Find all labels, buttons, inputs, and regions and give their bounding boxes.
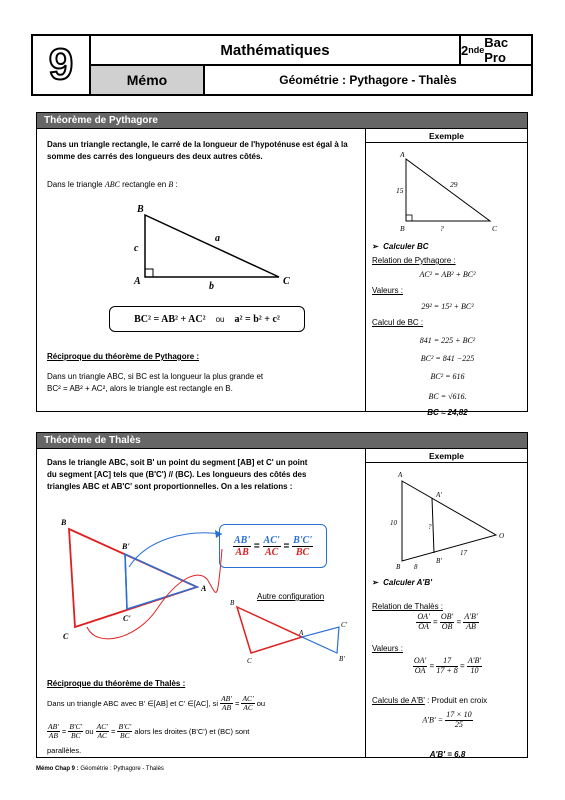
thales-reciprocal-line2: $\frac{AB'}{AB}$ = $\frac{B'C'}{BC}$ ou $\frac{AC'}{AC}$ = $\frac{B'C'}{BC}$ alors les droites (B'C') et (BC) sont (48, 722, 250, 741)
rec-frac-2 (241, 695, 254, 713)
ratio-3-num: B'C' (293, 534, 312, 546)
section-heading: Théorème de Pythagore (37, 113, 527, 129)
rec-frac-6-den: BC (120, 731, 130, 741)
pythagore-reciprocal-line1: Dans un triangle ABC, si BC est la longueur la plus grande et (47, 372, 264, 381)
pythagore-content (37, 129, 365, 411)
label-a: a (215, 233, 220, 244)
ratio-1 (233, 535, 251, 558)
triangle-abc (145, 215, 279, 277)
right-angle-marker (145, 269, 153, 277)
pythagore-reciprocal-title: Réciproque du théorème de Pythagore : (47, 352, 200, 361)
example-triangle (406, 159, 490, 221)
ex-length-bb1: 8 (414, 563, 418, 571)
ex-label-A: A (398, 471, 403, 479)
label-B1: B' (122, 542, 130, 551)
rec-frac-2-num: AC' (242, 694, 254, 703)
example-task (372, 241, 429, 252)
ex-label-O: O (499, 532, 505, 540)
intro-mid: rectangle en (119, 180, 169, 189)
val-n2: 17 (436, 657, 457, 667)
intro-vertex: B (168, 180, 174, 189)
calc-den: 25 (454, 719, 463, 729)
alt-label-C: C (247, 657, 252, 665)
ex-length-b1o: 17 (460, 549, 467, 557)
thales-statement-1: Dans le triangle ABC, soit B' un point du segment [AB] et C' un point (47, 458, 308, 467)
intro-prefix: Dans le triangle (47, 180, 105, 189)
label-B: B (61, 518, 67, 527)
ratio-1-num: AB' (234, 534, 251, 546)
rec-frac-3 (47, 723, 60, 741)
thales-reciprocal-line1: Dans un triangle ABC avec B' ∈[AB] et C' ∈[AC], si $\frac{AB'}{AB}$ = $\frac{AC'}{AC}$ ou (47, 694, 266, 713)
rel-n2: OB' (440, 612, 454, 621)
thales-ratios-box: $\frac{AB'}{AB}$ = $\frac{AC'}{AC}$ = $\frac{B'C'}{BC}$ (219, 524, 327, 568)
pythagore-section (36, 112, 528, 417)
task-text: Calculer A'B' (383, 578, 433, 587)
level-rest: Bac Pro (484, 35, 509, 65)
pythagore-formula (109, 306, 305, 332)
pythagore-statement: Dans un triangle rectangle, le carré de la longueur de l'hypoténuse est égal à la somme des carrés des longueurs des deux autres côtés. (47, 140, 348, 161)
intro-triangle: ABC (104, 180, 120, 189)
ratio-2 (263, 535, 281, 558)
bullet-icon: ➢ (372, 578, 379, 587)
page-subtitle: Géométrie : Pythagore - Thalès (279, 73, 457, 87)
rec-frac-5-den: AC (97, 731, 108, 741)
reciprocal-suffix: alors les droites (B'C') et (BC) sont (134, 726, 250, 736)
rec-frac-6 (117, 723, 132, 741)
rec-frac-4 (68, 723, 83, 741)
intro-suffix: : (173, 180, 178, 189)
calc-result: A'B' = 6,8 (429, 750, 466, 759)
alt-config-title: Autre configuration (257, 592, 325, 601)
reciprocal-ou-2: ou (85, 726, 94, 736)
val-d2: 17 + 8 (436, 665, 458, 675)
values-formula: $\frac{OA'}{OA}$ = $\frac{17}{17 + 8}$ = $\frac{A'B'}{10}$ (413, 656, 482, 675)
ex-label-C: C (492, 224, 498, 233)
val-n3: A'B' (467, 656, 482, 665)
values-title: Valeurs : (372, 644, 403, 653)
example-right-angle (406, 215, 412, 221)
relation-title: Relation de Pythagore : (372, 256, 456, 265)
formula-alt: a² = b² + c² (234, 313, 280, 325)
thales-statement-3: triangles ABC et AB'C' sont proportionnelles. On a les relations : (47, 482, 293, 491)
rec-frac-3-num: AB' (48, 722, 59, 731)
ex-length-bc: ? (440, 224, 444, 233)
ratio-1-den: AB (235, 546, 249, 558)
alt-label-C1: C' (341, 621, 348, 629)
page-title: Mathématiques (91, 36, 461, 66)
alt-triangle-red (237, 607, 302, 653)
section-heading: Théorème de Thalès (37, 433, 527, 449)
example-parallel (432, 498, 434, 553)
label-c: c (134, 243, 139, 254)
bullet-icon: ➢ (372, 242, 379, 251)
rec-frac-2-den: AC (243, 703, 253, 713)
level-sup: nde (468, 45, 485, 55)
memo-label: Mémo (91, 66, 205, 94)
example-heading: Exemple (366, 129, 527, 143)
calc-title (372, 695, 487, 706)
rec-frac-4-den: BC (70, 731, 81, 741)
example-task (372, 577, 432, 588)
thales-section (36, 432, 528, 758)
parallel-segment (125, 554, 127, 609)
rec-frac-5 (96, 723, 109, 741)
ex-length-ab: 10 (390, 519, 397, 527)
val-n1: OA' (413, 656, 427, 665)
label-C1: C' (123, 614, 131, 623)
ex-label-B: B (396, 563, 401, 571)
triangle-ab1c1-blue (125, 554, 197, 609)
formula-main: BC² = AB² + AC² (134, 313, 206, 325)
rel-d2: OB (441, 621, 453, 631)
chapter-number: 9 (48, 40, 74, 89)
calc-step-1: 841 = 225 + BC² (419, 336, 476, 345)
calc-step-4: BC = √616. (428, 392, 467, 401)
level-label (461, 36, 531, 66)
alt-label-B1: B' (339, 655, 345, 663)
values-title: Valeurs : (372, 286, 403, 295)
thales-statement-2: du segment [AC] tels que (B'C') // (BC). Les longueurs des côtés des (47, 470, 307, 479)
rec-frac-5-num: AC' (96, 722, 108, 731)
ratio-2-num: AC' (263, 534, 280, 546)
example-heading: Exemple (366, 449, 527, 463)
example-triangle-figure (366, 143, 529, 233)
label-C: C (283, 276, 290, 287)
reciprocal-prefix: Dans un triangle ABC avec B' ∈[AB] et C' ∈[AC], si (47, 698, 218, 708)
example-big-triangle (402, 481, 496, 561)
pythagore-reciprocal-line2: BC² = AB² + AC², alors le triangle est rectangle en B. (47, 384, 233, 393)
relation-formula: $\frac{OA'}{OA}$ = $\frac{OB'}{OB}$ = $\frac{A'B'}{AB}$ (417, 612, 478, 631)
label-B: B (137, 204, 144, 215)
rel-n3: A'B' (464, 612, 478, 621)
ex-label-A: A (400, 150, 405, 159)
alt-label-A: A (299, 629, 304, 637)
calc-num: 17 × 10 (446, 710, 472, 719)
ex-label-B1: B' (436, 557, 442, 565)
rel-n1: OA' (417, 612, 430, 621)
task-text: Calculer BC (383, 242, 429, 251)
thales-figure (37, 449, 365, 759)
red-arrow (87, 549, 222, 639)
reciprocal-ou: ou (256, 698, 266, 708)
alt-label-B: B (230, 599, 235, 607)
ex-label-A1: A' (436, 491, 442, 499)
page-header (31, 34, 533, 96)
chapter-number-box (33, 36, 91, 94)
ratio-3-den: BC (295, 546, 310, 558)
ratio-3 (292, 535, 313, 558)
rec-frac-3-den: AB (48, 731, 58, 741)
label-b: b (209, 281, 214, 292)
page-footer (36, 766, 164, 772)
val-d3: 10 (470, 665, 479, 675)
footer-rest: Géométrie : Pythagore - Thalès (78, 766, 164, 772)
example-thales-figure (366, 463, 529, 571)
pythagore-example (365, 129, 527, 417)
calc-title: Calcul de BC : (372, 318, 424, 327)
calc-title-text: Calculs de A'B' (372, 696, 425, 705)
ex-length-a1b1: ? (428, 523, 432, 531)
label-A: A (134, 276, 141, 287)
rel-d3: AB (466, 621, 476, 631)
ex-length-ac: 29 (450, 180, 458, 189)
thales-reciprocal-title: Réciproque du théorème de Thalès : (47, 679, 186, 688)
level-prefix: 2 (461, 42, 469, 58)
rec-frac-4-num: B'C' (69, 722, 83, 731)
ex-label-B: B (400, 224, 405, 233)
rel-d1: OA (418, 621, 429, 631)
thales-content (37, 449, 365, 757)
rec-frac-1-den: AB (221, 703, 232, 713)
footer-bold: Mémo Chap 9 : (36, 766, 79, 772)
label-C: C (63, 632, 69, 641)
rec-frac-6-num: B'C' (118, 722, 132, 731)
values-formula: 29² = 15² + BC² (421, 302, 474, 311)
relation-formula: AC² = AB² + BC² (419, 270, 476, 279)
calc-step-2: BC² = 841 −225 (420, 354, 475, 363)
alt-triangle-blue (302, 627, 339, 653)
formula-or: ou (215, 314, 225, 324)
rec-frac-1 (220, 695, 233, 713)
thales-example (365, 449, 527, 757)
calc-step-3: BC² = 616 (430, 372, 465, 381)
calc-suffix: : Produit en croix (424, 696, 488, 705)
calc-lhs: A'B' = (422, 715, 443, 725)
ratio-2-den: AC (264, 546, 279, 558)
label-A: A (201, 584, 207, 593)
calc-formula (366, 711, 529, 730)
relation-title: Relation de Thalès : (372, 602, 444, 611)
ex-length-ab: 15 (396, 186, 404, 195)
rec-frac-1-num: AB' (221, 694, 232, 703)
val-d1: OA (414, 665, 426, 675)
thales-reciprocal-end: parallèles. (47, 746, 82, 755)
calc-result: BC ≈ 24,82 (427, 408, 468, 417)
